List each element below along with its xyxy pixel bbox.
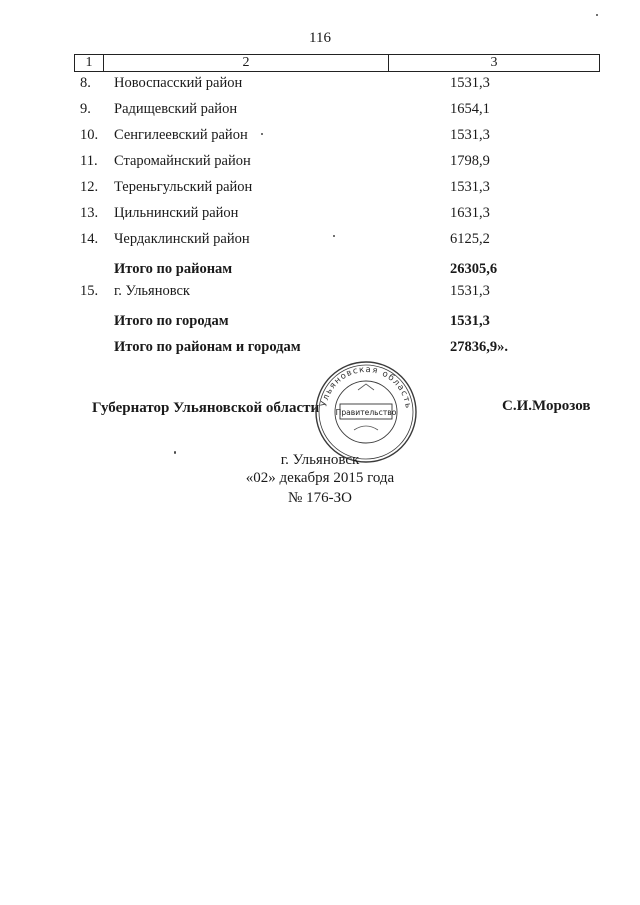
district-value: 6125,2 <box>450 231 490 247</box>
district-name: Радищевский район <box>114 101 238 117</box>
table-header-cell-3: 3 <box>490 55 498 70</box>
seal-inner-text: Правительство <box>335 408 397 417</box>
table-row <box>74 228 600 254</box>
row-number: 13. <box>80 205 99 221</box>
grand-total-value: 27836,9». <box>450 339 508 355</box>
row-number: 9. <box>80 101 91 117</box>
table-header-cell-1: 1 <box>75 55 104 71</box>
district-value: 1798,9 <box>450 153 490 169</box>
table-row <box>74 150 600 176</box>
signatory-name: С.И.Морозов <box>502 398 591 414</box>
district-value: 1531,3 <box>450 75 490 91</box>
district-value: 1531,3 <box>450 179 490 195</box>
subtotal-value: 1531,3 <box>450 313 490 329</box>
table-row <box>74 124 600 150</box>
table-header-row <box>74 54 600 72</box>
district-name: Чердаклинский район <box>114 231 250 247</box>
table-row <box>74 176 600 202</box>
district-value: 1531,3 <box>450 127 490 143</box>
city-name: г. Ульяновск <box>114 283 190 299</box>
row-number: 14. <box>80 231 99 247</box>
subtotal-value: 26305,6 <box>450 261 498 277</box>
district-value: 1631,3 <box>450 205 490 221</box>
table-body <box>74 72 600 358</box>
table-row <box>74 98 600 124</box>
row-number: 15. <box>80 283 99 299</box>
signing-date: «02» декабря 2015 года <box>245 470 395 486</box>
svg-text:Ульяновская область <box>319 365 413 410</box>
row-number: 12. <box>80 179 99 195</box>
signatory-position: Губернатор Ульяновской области <box>92 400 320 416</box>
district-value: 1654,1 <box>450 101 490 117</box>
district-name: Тереньгульский район <box>114 179 253 195</box>
row-number: 8. <box>80 75 91 91</box>
page-number: 116 <box>309 30 331 46</box>
subtotal-row-districts <box>74 254 600 280</box>
official-seal <box>314 360 418 464</box>
seal-outer-text: Ульяновская область <box>319 364 413 411</box>
signing-place: г. Ульяновск <box>280 452 360 468</box>
city-value: 1531,3 <box>450 283 490 299</box>
scan-speck <box>174 451 176 454</box>
table-row <box>74 280 600 306</box>
table-header-cell-2: 2 <box>104 55 389 71</box>
district-name: Старомайнский район <box>114 153 251 169</box>
scan-speck <box>261 133 263 135</box>
table-row <box>74 72 600 98</box>
subtotal-label: Итого по городам <box>114 313 229 329</box>
district-name: Новоспасский район <box>114 75 243 91</box>
subtotal-row-cities <box>74 306 600 332</box>
scan-speck <box>596 14 598 16</box>
scan-speck <box>333 235 335 237</box>
district-name: Сенгилеевский район <box>114 127 248 143</box>
row-number: 10. <box>80 127 99 143</box>
subtotal-label: Итого по районам <box>114 261 233 277</box>
grand-total-row <box>74 332 600 358</box>
grand-total-label: Итого по районам и городам <box>114 339 301 355</box>
district-name: Цильнинский район <box>114 205 239 221</box>
row-number: 11. <box>80 153 98 169</box>
table-row <box>74 202 600 228</box>
law-number: № 176-ЗО <box>288 490 352 506</box>
